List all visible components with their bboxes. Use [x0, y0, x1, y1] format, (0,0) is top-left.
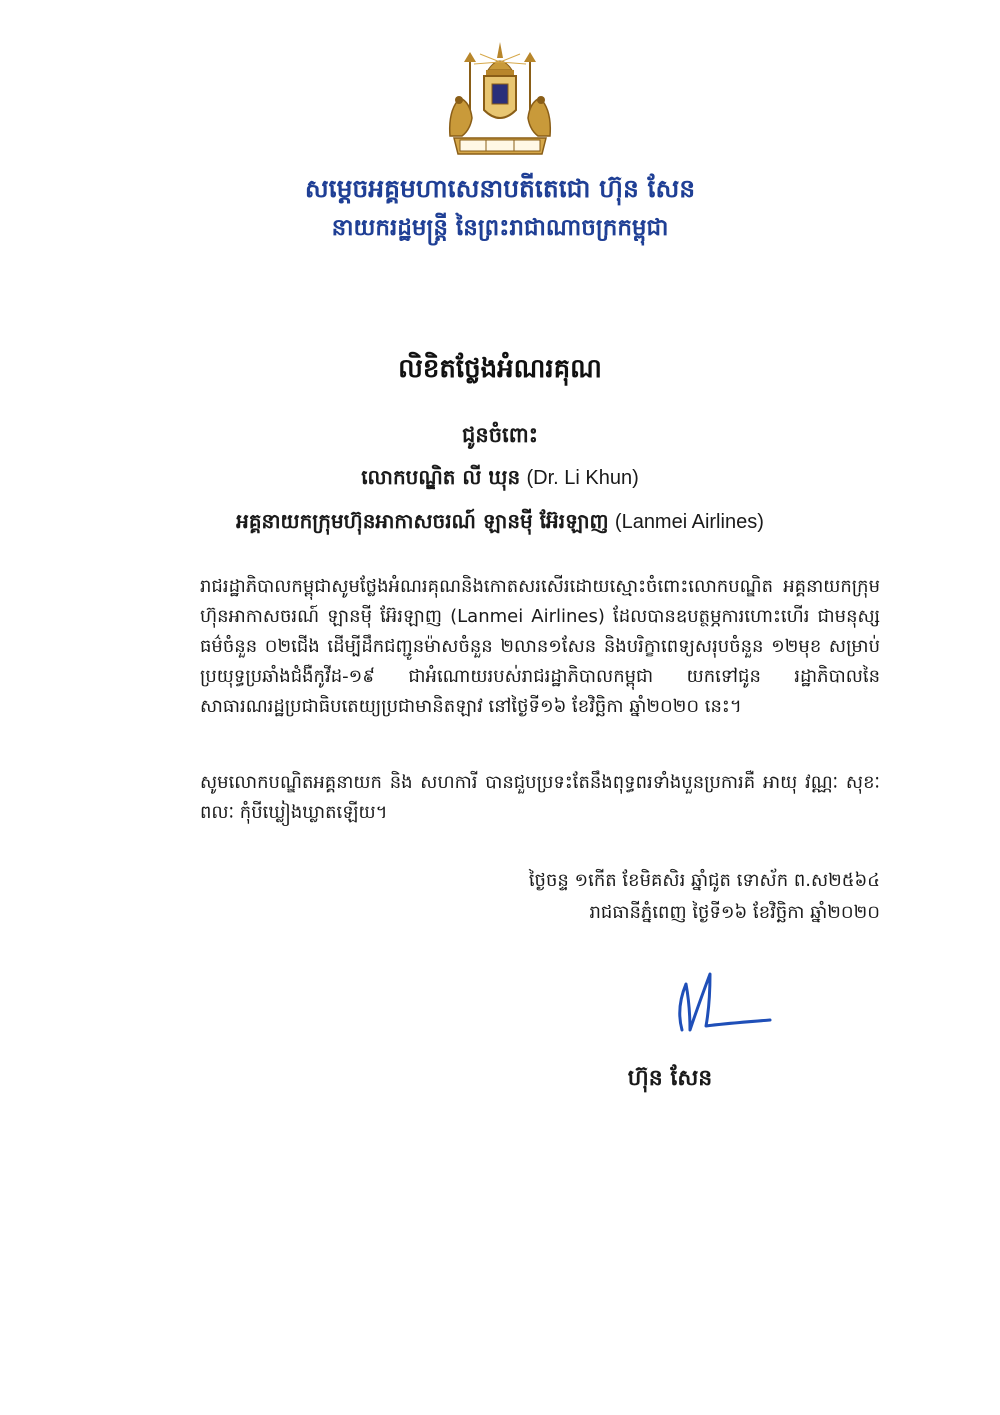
recipient-position-en: (Lanmei Airlines)	[614, 511, 764, 533]
to-label: ជូនចំពោះ	[462, 423, 538, 447]
royal-arms-emblem-icon	[440, 40, 560, 160]
letter-title: លិខិតថ្លែងអំណរគុណ	[398, 354, 602, 384]
recipient-name-en: (Dr. Li Khun)	[526, 467, 639, 489]
recipient-position-kh: អគ្គនាយកក្រុមហ៊ុនអាកាសចរណ៍ ឡានមុី អ៊ែរឡាញ	[236, 509, 609, 533]
date-solar: រាជធានីភ្នំពេញ ថ្ងៃទី១៦ ខែវិច្ឆិកា ឆ្នាំ២០២០	[589, 902, 880, 923]
sender-name: សម្តេចអគ្គមហាសេនាបតីតេជោ ហ៊ុន សែន	[304, 174, 696, 203]
body-paragraph-1: រាជរដ្ឋាភិបាលកម្ពុជាសូមថ្លែងអំណរគុណនិងកោតសរសើរដោយស្មោះចំពោះលោកបណ្ឌិត អគ្គនាយកក្រុមហ៊ុនអាកាសចរណ៍ ឡានមុី អ៊ែរឡាញ (Lanmei Airlines) ដែលបានឧបត្ថម្ភការហោះហើរ ជាមនុស្សធម៌ចំនួន ០២ជើង ដើម្បីដឹកជញ្ជូនម៉ាសចំនួន ២លាន១សែន និងបរិក្ខាពេទ្យសរុបចំនួន ១២មុខ សម្រាប់ប្រយុទ្ធប្រឆាំងជំងឺកូវីដ-១៩ ជាអំណោយរបស់រាជរដ្ឋាភិបាលកម្ពុជា យកទៅជូន រដ្ឋាភិបាលនៃសាធារណរដ្ឋប្រជាធិបតេយ្យប្រជាមានិតឡាវ នៅថ្ងៃទី១៦ ខែវិច្ឆិកា ឆ្នាំ២០២០ នេះ។	[200, 576, 880, 717]
signature-icon	[660, 960, 780, 1040]
body-paragraph-2: សូមលោកបណ្ឌិតអគ្គនាយក និង សហការី បានជួបប្រទះតែនឹងពុទ្ធពរទាំងបួនប្រការគឺ អាយុ វណ្ណៈ សុខៈ ពលៈ កុំបីឃ្លៀងឃ្លាតឡើយ។	[200, 772, 880, 823]
recipient-position	[0, 508, 1000, 538]
date-lunar: ថ្ងៃចន្ទ ១កើត ខែមិគសិរ ឆ្នាំជូត ទោស័ក ព.ស២៥៦៤	[528, 870, 880, 891]
recipient-name	[0, 464, 1000, 494]
sender-title: នាយករដ្ឋមន្ត្រី នៃព្រះរាជាណាចក្រកម្ពុជា	[331, 215, 669, 241]
signer-name: ហ៊ុន សែន	[627, 1066, 713, 1091]
recipient-name-kh: លោកបណ្ឌិត លី ឃុន	[361, 465, 521, 489]
